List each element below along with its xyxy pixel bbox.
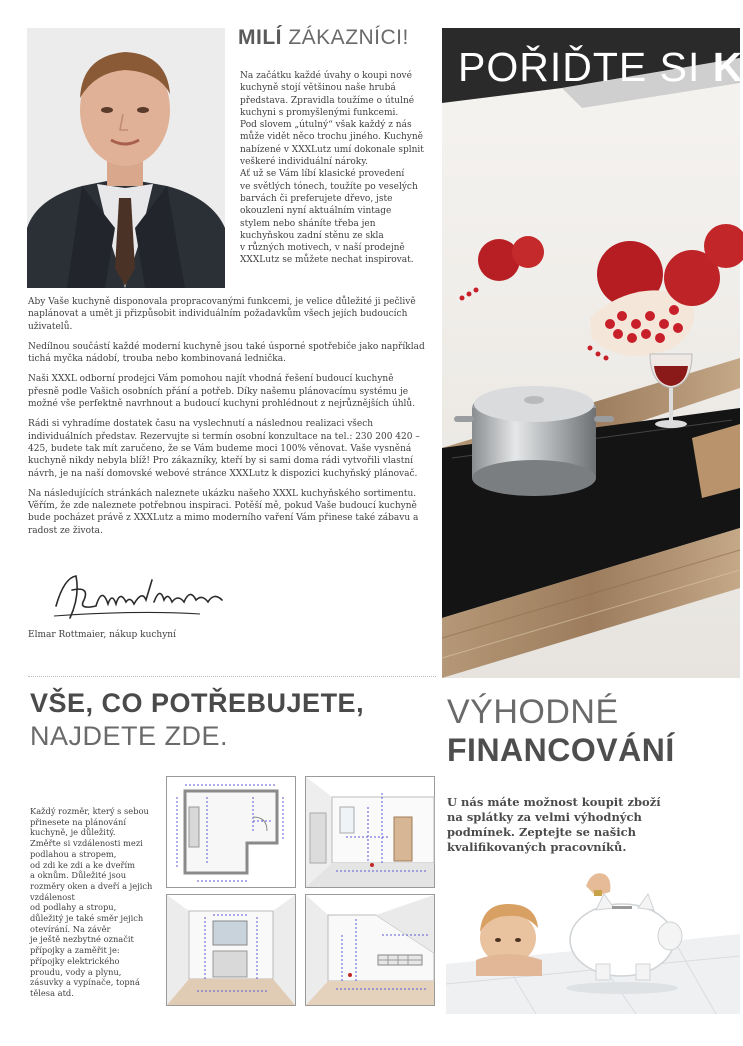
measuring-line: tělesa atd. — [30, 987, 74, 998]
measuring-instructions — [30, 806, 158, 999]
measuring-line: zásuvky a vypínače, topná — [30, 977, 140, 988]
wall-elevation-diagram — [305, 776, 435, 888]
measuring-line: Každý rozměr, který s sebou — [30, 806, 149, 816]
intro-paragraph — [240, 70, 432, 267]
measuring-line: přípojky elektrického — [30, 955, 120, 966]
greeting-heading — [238, 26, 409, 50]
intro-line: Pod slovem „útulný“ však každý z nás — [240, 120, 412, 131]
letter-paragraph: Na následujících stránkách naleznete ukázku našeho XXXL kuchyňského sortimentu. Věřím, že zde naleznete potřebnou inspiraci. Potěší mě, pokud Vaše budoucí kuchyně bude pocházet právě z XXXLutz a mimo moderního vaření Vám přinese také zábavu a radost ze života. — [28, 488, 419, 536]
letter-paragraph: Rádi si vyhradíme dostatek času na vyslechnutí a následnou realizaci všech individuálních představ. Rezervujte si termín osobní konzultace na tel.: 230 200 420 – 425, budete tak mít zaručeno, že se Vám budeme moci 100% věnovat. Vaše vysněná kuchyně nikdy nebyla blíž! Pro zákazníky, kteří by si sami doma rádi vytvořili vlastní návrh, je na naší domovské webové stránce XXXLutz k dispozici kuchyňský plánovač. — [28, 419, 420, 479]
hero-title-bold: K — [712, 44, 743, 90]
measuring-line: a oknům. Důležité jsou — [30, 870, 127, 881]
intro-line: představa. Zpravidla toužíme o útulné — [240, 95, 415, 106]
hero-title-light: POŘIĎTE SI — [458, 44, 701, 90]
financing-title-light: VÝHODNÉ — [447, 693, 619, 731]
financing-line: podmínek. Zeptejte se našich — [447, 825, 636, 839]
financing-line: U nás máte možnost koupit zboží — [447, 795, 661, 809]
measuring-line: přípojky a zaměřit je: — [30, 945, 120, 956]
financing-text — [447, 795, 677, 855]
measuring-line: Změřte si vzdálenosti mezi — [30, 838, 143, 849]
window-wall-diagram — [166, 894, 296, 1006]
intro-line: XXXLutz se můžete nechat inspirovat. — [240, 255, 414, 266]
handwritten-signature — [50, 566, 240, 628]
planning-headline-bold: VŠE, CO POTŘEBUJETE, — [30, 688, 365, 718]
measuring-line: je ještě nezbytné označit — [30, 934, 134, 945]
intro-line: může vidět něco trochu jiného. Kuchyně — [240, 132, 423, 143]
letter-paragraph: Aby Vaše kuchyně disponovala propracovanými funkcemi, je velice důležité ji pečlivě naplánovat a umět ji přizpůsobit individuálním požadavkům všech jejích budoucích uživatelů. — [28, 297, 416, 332]
financing-line: na splátky za velmi výhodných — [447, 810, 642, 824]
measuring-line: rozměry oken a dveří a jejich — [30, 880, 153, 891]
measuring-line: od podlahy a stropu, — [30, 902, 117, 913]
portrait-photo — [27, 28, 225, 288]
measuring-line: podlahou a stropem, — [30, 848, 117, 859]
section-divider — [28, 676, 436, 677]
intro-line: ve světlých tónech, toužíte po veselých — [240, 181, 418, 192]
intro-line: veškeré individuální nároky. — [240, 157, 368, 168]
intro-line: v různých motivech, v naší prodejně — [240, 243, 405, 254]
letter-body — [28, 296, 426, 545]
piggy-bank-photo — [446, 864, 740, 1014]
intro-line: okouzleni nyní aktuálním vintage — [240, 206, 392, 217]
floor-plan-diagram — [166, 776, 296, 888]
sloped-ceiling-diagram — [305, 894, 435, 1006]
signer-caption: Elmar Rottmaier, nákup kuchyní — [28, 630, 176, 640]
intro-line: Ať už se Vám líbí klasické provedení — [240, 169, 405, 180]
intro-line: Na začátku každé úvahy o koupi nové — [240, 71, 412, 81]
greeting-heading-bold: MILÍ — [238, 26, 282, 49]
financing-title-bold: FINANCOVÁNÍ — [447, 732, 675, 768]
intro-line: nabízené v XXXLutz umí dokonale splnit — [240, 144, 424, 155]
measuring-line: kuchyně, je důležitý. — [30, 827, 116, 838]
planning-headline-light: NAJDETE ZDE. — [30, 721, 229, 751]
financing-line: kvalifikovaných pracovníků. — [447, 840, 627, 854]
measuring-line: přinesete na plánování — [30, 816, 127, 827]
greeting-heading-light: ZÁKAZNÍCI! — [288, 26, 409, 49]
measuring-line: od zdi ke zdi a ke dveřím — [30, 859, 136, 870]
intro-line: kuchyně stojí většinou naše hrubá — [240, 83, 396, 94]
measuring-line: proudu, vody a plynu, — [30, 966, 122, 977]
measuring-line: otevírání. Na závěr — [30, 923, 111, 934]
intro-line: kuchyni s promyšlenými funkcemi. — [240, 107, 399, 118]
letter-paragraph: Naši XXXL odborní prodejci Vám pomohou najít vhodná řešení budoucí kuchyně přesně podle Vašich osobních přání a potřeb. Díky našemu plánovacímu systému je možné vše perfektně navrhnout a budoucí kuchyni prohlédnout z nejrůznějších úhlů. — [28, 374, 416, 410]
intro-line: barvách či preferujete dřevo, jste — [240, 193, 393, 204]
letter-paragraph: Nedílnou součástí každé moderní kuchyně jsou také úsporné spotřebiče jako například tichá myčka nádobí, trouba nebo kombinovaná lednička. — [28, 341, 425, 365]
measuring-line: důležitý je také směr jejich — [30, 913, 144, 924]
intro-line: stylem nebo sháníte třeba jen — [240, 218, 376, 229]
hero-title — [458, 44, 743, 91]
kitchen-hero-photo — [442, 28, 740, 678]
measuring-line: vzdálenost — [30, 891, 75, 902]
intro-line: kuchyňskou zadní stěnu ze skla — [240, 230, 384, 241]
